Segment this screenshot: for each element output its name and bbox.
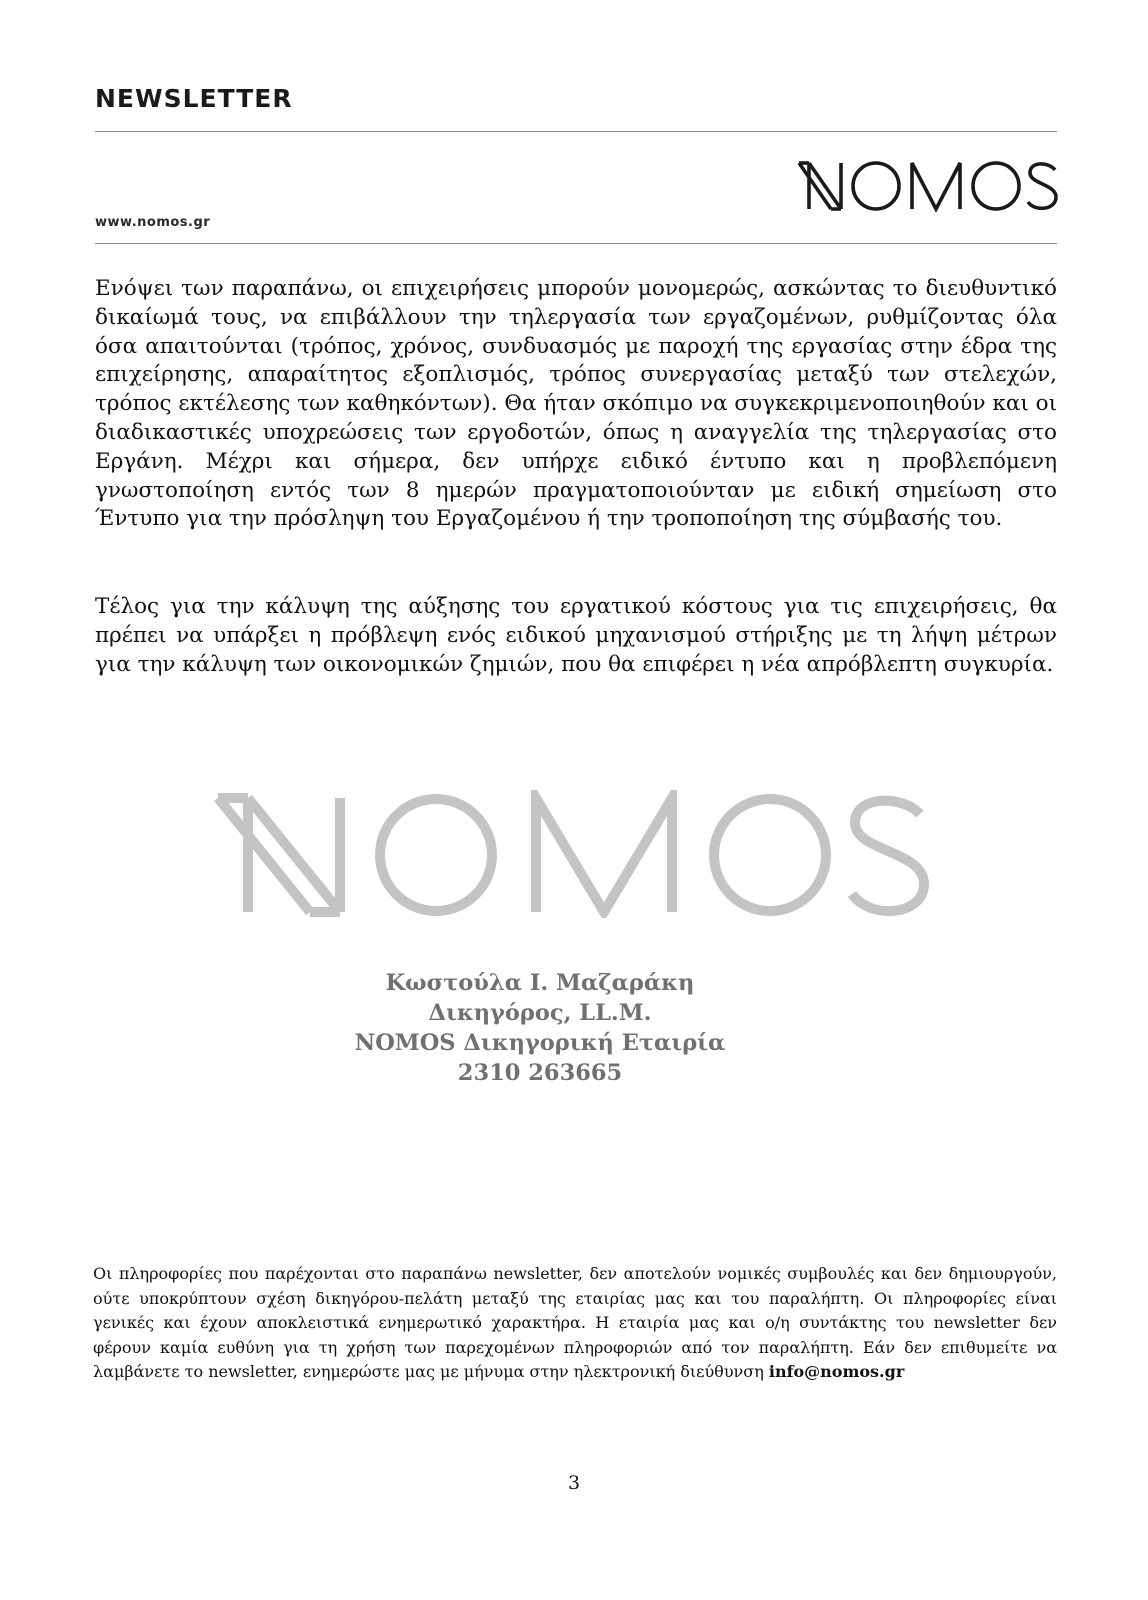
signature-name: Κωστούλα Ι. Μαζαράκη — [385, 970, 695, 996]
page-number: 3 — [567, 1472, 581, 1494]
newsletter-title: NEWSLETTER — [95, 84, 293, 113]
header-rule-top — [95, 131, 1057, 132]
disclaimer — [93, 1262, 1057, 1385]
body-paragraph-2: Τέλος για την κάλυψη της αύξησης του εργατικού κόστους για τις επιχειρήσεις, θα πρέπει να υπάρξει η πρόβλεψη ενός ειδικού μηχανισμού στήριξης με τη λήψη μέτρων για την κάλυψη των οικονομικών ζημιών, που θα επιφέρει η νέα απρόβλεπτη συγκυρία. — [95, 594, 1057, 677]
signature-firm: NOMOS Δικηγορική Εταιρία — [354, 1030, 726, 1056]
website-url: www.nomos.gr — [95, 215, 211, 230]
signature-phone: 2310 263665 — [457, 1060, 623, 1086]
nomos-watermark-logo — [214, 790, 934, 918]
disclaimer-text: Οι πληροφορίες που παρέχονται στο παραπάνω newsletter, δεν αποτελούν νομικές συμβουλές και δεν δημιουργούν, ούτε υποκρύπτουν σχέση δικηγόρου-πελάτη μεταξύ της εταιρίας μας και του παραλήπτη. Οι πληροφορίες είναι γενικές και έχουν αποκλειστικά ενημερωτικό χαρακτήρα. Η εταιρία μας και ο/η συντάκτης του newsletter δεν φέρουν καμία ευθύνη για τη χρήση των παρεχομένων πληροφοριών από τον παραλήπτη. Εάν δεν επιθυμείτε να λαμβάνετε το newsletter, ενημερώστε μας με μήνυμα στην ηλεκτρονική διεύθυνση — [93, 1264, 1057, 1381]
signature-title: Δικηγόρος, LL.M. — [428, 1000, 652, 1026]
contact-email-link[interactable]: info@nomos.gr — [768, 1362, 905, 1381]
header-rule-bottom — [95, 243, 1057, 244]
body-paragraph-1: Ενόψει των παραπάνω, οι επιχειρήσεις μπορούν μονομερώς, ασκώντας το διευθυντικό δικαίωμά τους, να επιβάλλουν την τηλεργασία των εργαζομένων, ρυθμίζοντας όλα όσα απαιτούνται (τρόπος, χρόνος, συνδυασμός με παροχή της εργασίας στην έδρα της επιχείρησης, απαραίτητος εξοπλισμός, τρόπος συνεργασίας μεταξύ των στελεχών, τρόπος εκτέλεσης των καθηκόντων). Θα ήταν σκόπιμο να συγκεκριμενοποιηθούν και οι διαδικαστικές υποχρεώσεις των εργοδοτών, όπως η αναγγελία της τηλεργασίας στο Εργάνη. Μέχρι και σήμερα, δεν υπήρχε ειδικό έντυπο και η προβλεπόμενη γνωστοποίηση εντός των 8 ημερών πραγματοποιούνταν με ειδική σημείωση στο Έντυπο για την πρόσληψη του Εργαζομένου ή την τροποποίηση της σύμβασής του. — [95, 276, 1057, 532]
nomos-logo — [797, 160, 1059, 212]
